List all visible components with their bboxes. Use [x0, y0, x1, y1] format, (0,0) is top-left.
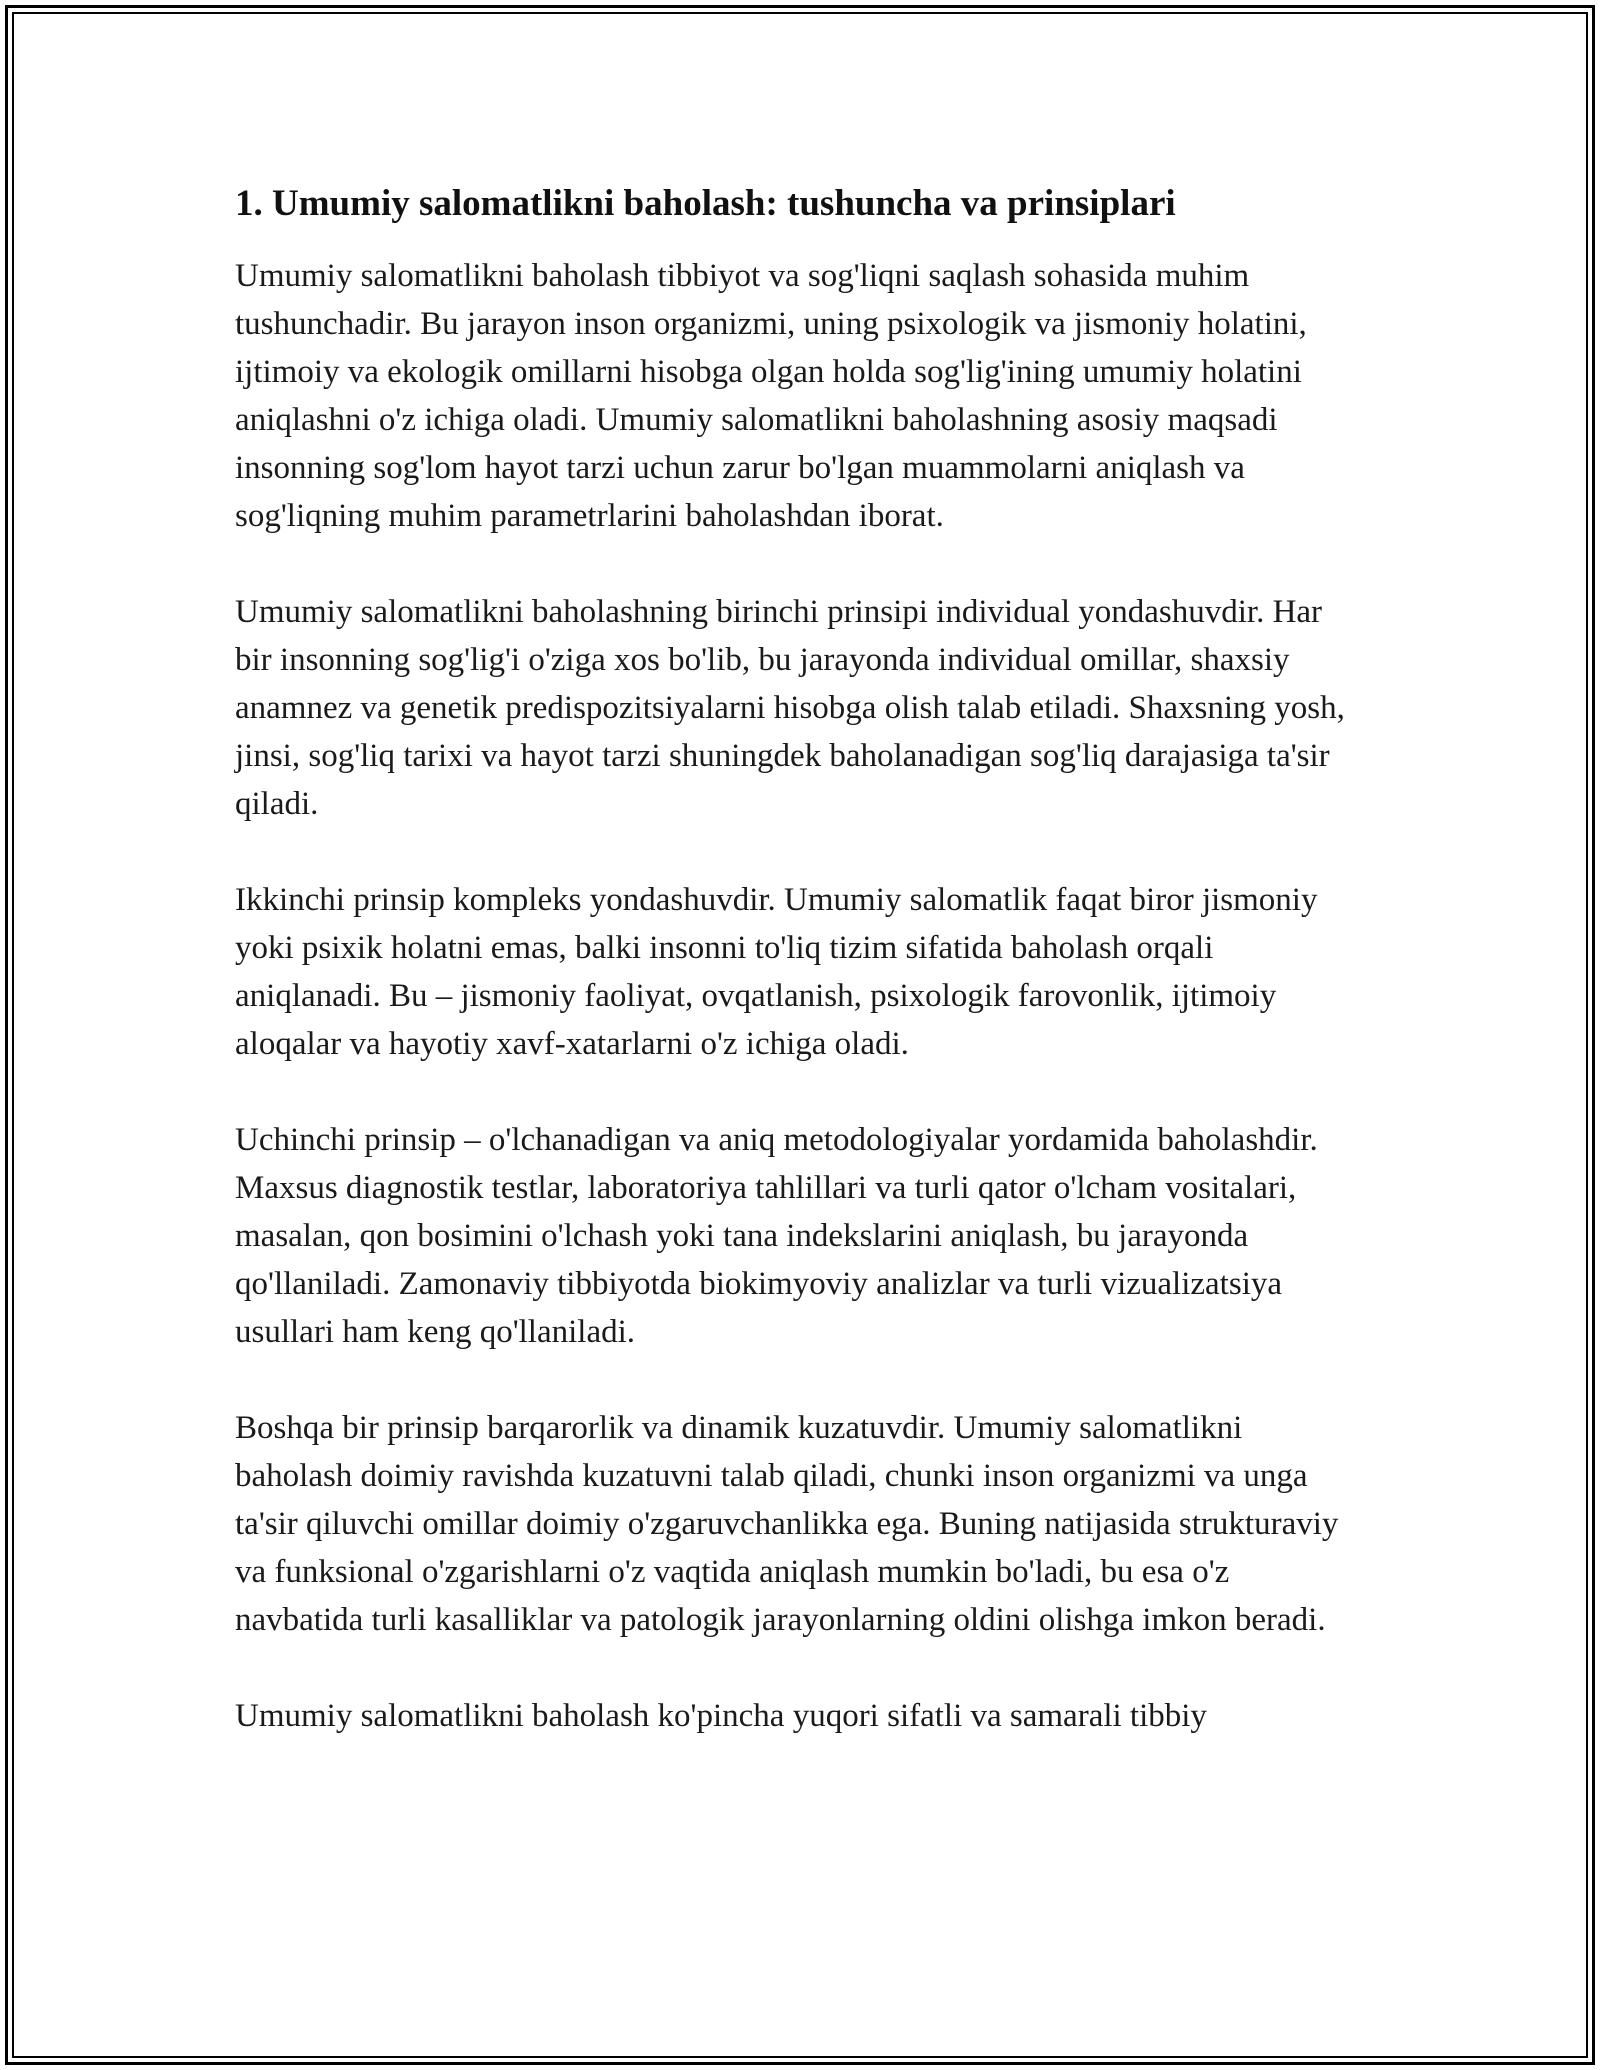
paragraph-first-principle: Umumiy salomatlikni baholashning birinchi prinsipi individual yondashuvdir. Har bir insonning sog'lig'i o'ziga xos bo'lib, bu jarayonda individual omillar, shaxsiy anamnez va genetik predispozitsiyalarni hisobga olish talab etiladi. Shaxsning yosh, jinsi, sog'liq tarixi va hayot tarzi shuningdek baholanadigan sog'liq darajasiga ta'sir qiladi. — [235, 594, 1345, 823]
paragraph-third-principle: Uchinchi prinsip – o'lchanadigan va aniq metodologiyalar yordamida baholashdir. Maxsus diagnostik testlar, laboratoriya tahlillari va turli qator o'lcham vositalari, masalan, qon bosimini o'lchash yoki tana indekslarini aniqlash, bu jarayonda qo'llaniladi. Zamonaviy tibbiyotda biokimyoviy analizlar va turli vizualizatsiya usullari ham keng qo'llaniladi. — [235, 1122, 1318, 1351]
document-body — [235, 180, 1365, 1740]
paragraph-intro: Umumiy salomatlikni baholash tibbiyot va sog'liqni saqlash sohasida muhim tushunchadir. Bu jarayon inson organizmi, uning psixologik va jismoniy holatini, ijtimoiy va ekologik omillarni hisobga olgan holda sog'lig'ining umumiy holatini aniqlashni o'z ichiga oladi. Umumiy salomatlikni baholashning asosiy maqsadi insonning sog'lom hayot tarzi uchun zarur bo'lgan muammolarni aniqlash va sog'liqning muhim parametrlarini baholashdan iborat. — [235, 258, 1307, 535]
section-heading: 1. Umumiy salomatlikni baholash: tushuncha va prinsiplari — [235, 183, 1176, 224]
paragraph-fourth-principle: Boshqa bir prinsip barqarorlik va dinamik kuzatuvdir. Umumiy salomatlikni baholash doimiy ravishda kuzatuvni talab qiladi, chunki inson organizmi va unga ta'sir qiluvchi omillar doimiy o'zgaruvchanlikka ega. Buning natijasida strukturaviy va funksional o'zgarishlarni o'z vaqtida aniqlash mumkin bo'ladi, bu esa o'z navbatida turli kasalliklar va patologik jarayonlarning oldini olishga imkon beradi. — [235, 1410, 1339, 1639]
paragraph-continuation: Umumiy salomatlikni baholash ko'pincha yuqori sifatli va samarali tibbiy — [235, 1698, 1207, 1735]
paragraph-second-principle: Ikkinchi prinsip kompleks yondashuvdir. Umumiy salomatlik faqat biror jismoniy yoki psixik holatni emas, balki insonni to'liq tizim sifatida baholash orqali aniqlanadi. Bu – jismoniy faoliyat, ovqatlanish, psixologik farovonlik, ijtimoiy aloqalar va hayotiy xavf-xatarlarni o'z ichiga oladi. — [235, 882, 1318, 1063]
